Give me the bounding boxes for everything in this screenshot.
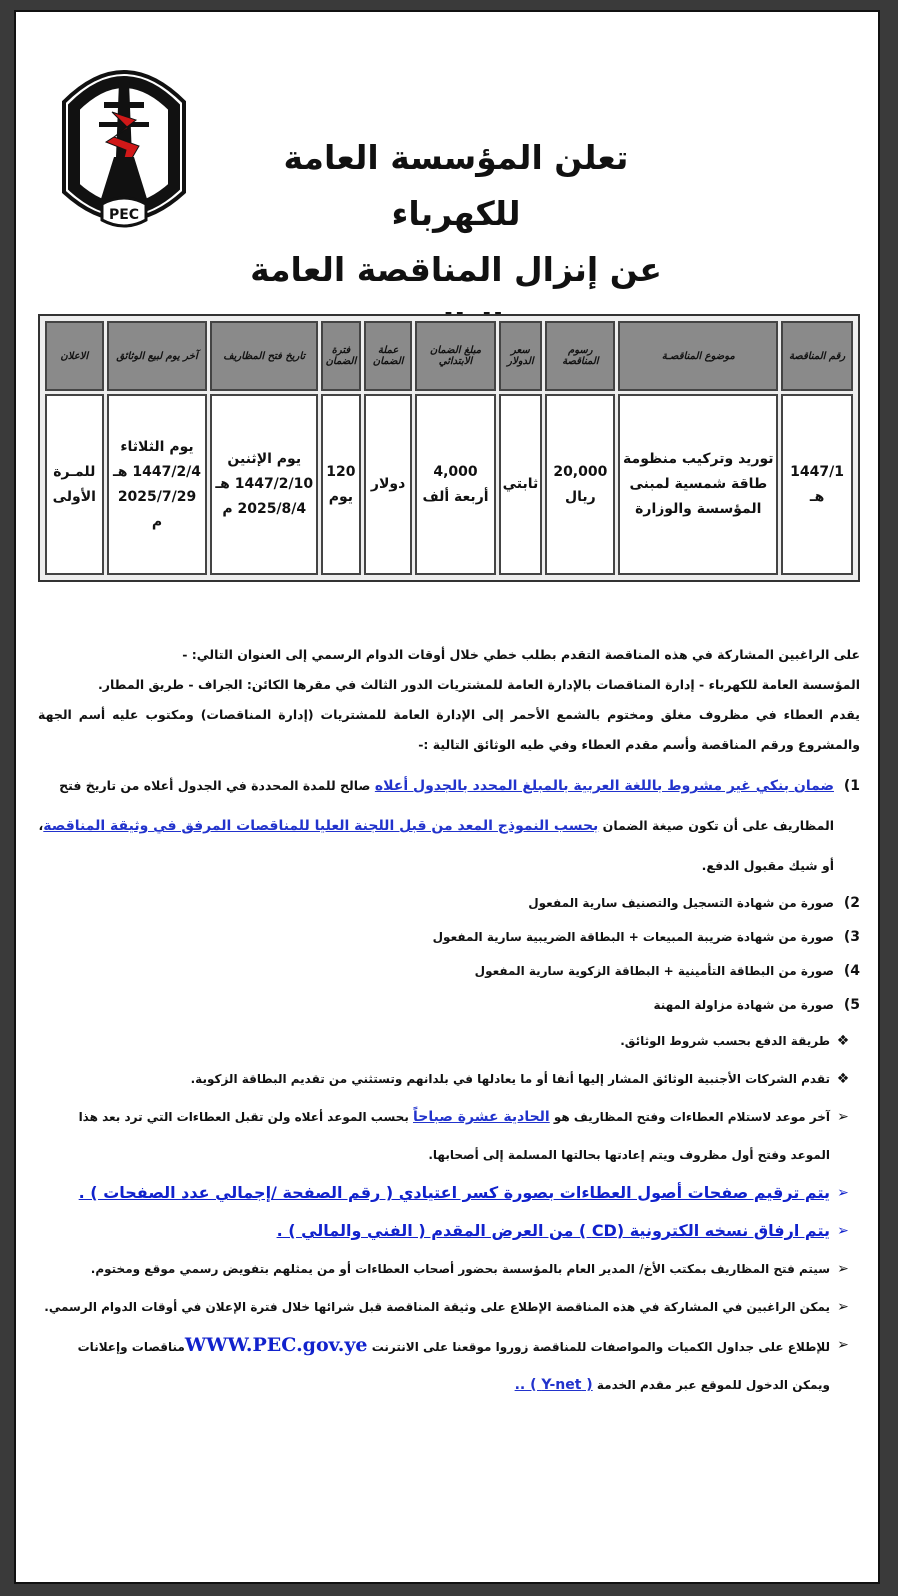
item-text: صورة من البطاقة التأمينية + البطاقة الزكوية سارية المفعول bbox=[474, 964, 834, 978]
website-text-a: للإطلاع على جداول الكميات والمواصفات للمناقصة زوروا موقعنا على الانترنت bbox=[367, 1340, 830, 1354]
header-announcement: الاعلان bbox=[45, 321, 104, 391]
cell-last-sale-day bbox=[107, 394, 208, 575]
arrow-bullet-icon: ➢ bbox=[837, 1109, 849, 1125]
intro-paragraph-3: يقدم العطاء في مظروف مغلق ومختوم بالشمع الأحمر إلى الإدارة العامة للمشتريات (إدارة المناقصات) ومكتوب عليه أسم الجهة والمشروع ورقم المناقصة وأسم مقدم العطاء وفي طيه الوثائق التالية :- bbox=[38, 707, 860, 752]
guarantee-words: أربعة ألف bbox=[422, 488, 489, 505]
guarantee-value: 4,000 bbox=[433, 463, 478, 480]
deadline-text-a: آخر موعد لاستلام العطاءات وفتح المظاريف هو bbox=[549, 1110, 830, 1124]
ynet-link[interactable]: ( Y-net ) .. bbox=[514, 1377, 593, 1393]
sale-greg: 2025/7/29 م bbox=[117, 488, 197, 530]
item-number: 3) bbox=[843, 929, 860, 945]
sale-hijri: 1447/2/4 هـ bbox=[112, 463, 202, 480]
pec-logo bbox=[44, 42, 204, 242]
diamond-bullet-icon: ❖ bbox=[836, 1033, 850, 1049]
intro-paragraph-1: على الراغبين المشاركة في هذه المناقصة التقدم بطلب خطي خلال أوقات الدوام الرسمي إلى العنوان التالي: - bbox=[182, 647, 860, 662]
bullet-deadline bbox=[38, 1098, 860, 1174]
header-rate: سعر الدولار bbox=[499, 321, 543, 391]
website-text-b: مناقصات وإعلانات bbox=[77, 1340, 185, 1354]
page-numbering-link[interactable]: يتم ترقيم صفحات أصول العطاءات بصورة كسر اعتيادي ( رقم الصفحة /إجمالي عدد الصفحات ) . bbox=[78, 1183, 830, 1202]
announce-line-1: للمـرة bbox=[53, 463, 96, 480]
guarantee-link[interactable]: ضمان بنكي غير مشروط باللغة العربية بالمبلغ المحدد بالجدول أعلاه bbox=[374, 778, 834, 794]
item-text: صورة من شهادة ضريبة المبيعات + البطاقة الضريبية سارية المفعول bbox=[432, 930, 834, 944]
cell-opening-date bbox=[210, 394, 318, 575]
header-subject: موضوع المناقصـة bbox=[618, 321, 778, 391]
announcement-body bbox=[38, 640, 860, 1404]
header-fee: رسوم المناقصة bbox=[545, 321, 615, 391]
item-number: 5) bbox=[843, 997, 860, 1013]
deadline-text-b: بحسب الموعد أعلاه ولن تقبل العطاءات التي ترد بعد هذا الموعد وفتح أول مظروف ويتم إعادتها بحالتها المسلمة إلى أصحابها. bbox=[78, 1110, 830, 1162]
arrow-bullet-icon: ➢ bbox=[837, 1185, 849, 1201]
logo-text: PEC bbox=[108, 207, 140, 223]
arrow-bullet-icon: ➢ bbox=[837, 1299, 849, 1315]
header-guarantee-currency: عملة الضمان bbox=[364, 321, 413, 391]
fee-unit: ريال bbox=[564, 488, 596, 505]
deadline-time-link[interactable]: الحادية عشرة صباحاً bbox=[413, 1109, 550, 1125]
arrow-bullet-icon: ➢ bbox=[837, 1337, 849, 1353]
period-value: 120 bbox=[326, 463, 356, 480]
cell-rate: ثابتي bbox=[499, 394, 543, 575]
document-item-1 bbox=[38, 766, 860, 886]
item-number: 2) bbox=[843, 895, 860, 911]
document-item-4 bbox=[38, 954, 860, 988]
cell-subject: توريد وتركيب منظومة طاقة شمسية لمبنى المؤسسة والوزارة bbox=[618, 394, 778, 575]
cell-currency: دولار bbox=[364, 394, 413, 575]
bullet-opening bbox=[38, 1250, 860, 1288]
website-url-link[interactable]: WWW.PEC.gov.ye bbox=[184, 1334, 368, 1356]
cd-link[interactable]: يتم ارفاق نسخه الكترونية (CD ) من العرض المقدم ( الفني والمالي ) . bbox=[276, 1221, 830, 1240]
header-opening-date: تاريخ فتح المظاريف bbox=[210, 321, 318, 391]
header-guarantee-amount: مبلغ الضمان الابتدائي bbox=[415, 321, 495, 391]
bullet-payment bbox=[38, 1022, 860, 1060]
announcement-page bbox=[14, 10, 880, 1584]
diamond-bullet-icon: ❖ bbox=[836, 1071, 850, 1087]
cell-period bbox=[321, 394, 361, 575]
item-text: صورة من شهادة مزاولة المهنة bbox=[653, 998, 834, 1012]
bullet-text bbox=[38, 1098, 830, 1174]
period-unit: يوم bbox=[328, 488, 354, 505]
header-tender-number: رقم المناقصة bbox=[781, 321, 853, 391]
document-item-5 bbox=[38, 988, 860, 1022]
item-1-text-a: صالح للمدة المحددة في الجدول أعلاه من تاريخ فتح المظاريف على أن تكون صيغة الضمان bbox=[59, 778, 834, 833]
announce-line-2: الأولى bbox=[52, 488, 96, 505]
arrow-bullet-icon: ➢ bbox=[837, 1261, 849, 1277]
table-row bbox=[45, 394, 853, 575]
tender-table bbox=[38, 314, 860, 582]
header-last-sale-day: آخر يوم لبيع الوثائق bbox=[107, 321, 208, 391]
document-item-3 bbox=[38, 920, 860, 954]
bullet-text: سيتم فتح المظاريف بمكتب الأخ/ المدير العام بالمؤسسة بحضور أصحاب العطاءات أو من يمثلهم بتفويض رسمي موقع ومختوم. bbox=[90, 1262, 830, 1276]
fee-value: 20,000 bbox=[553, 463, 608, 480]
item-number: 1) bbox=[843, 778, 860, 794]
document-item-2 bbox=[38, 886, 860, 920]
bullet-text: طريقة الدفع بحسب شروط الوثائق. bbox=[620, 1034, 830, 1048]
website-text-c: ويمكن الدخول للموقع عبر مقدم الخدمة bbox=[592, 1378, 830, 1392]
sale-day: يوم الثلاثاء bbox=[120, 438, 194, 455]
bullet-text bbox=[78, 1326, 830, 1404]
bullet-review bbox=[38, 1288, 860, 1326]
cell-announcement bbox=[45, 394, 104, 575]
cell-tender-number: 1447/1 هـ bbox=[781, 394, 853, 575]
open-day: يوم الإثنين bbox=[227, 451, 302, 467]
bullet-foreign-companies bbox=[38, 1060, 860, 1098]
cell-guarantee-amount bbox=[415, 394, 495, 575]
title-line-2: عن إنزال المناقصة العامة bbox=[250, 250, 662, 289]
header-guarantee-period: فترة الضمان bbox=[321, 321, 361, 391]
item-number: 4) bbox=[843, 963, 860, 979]
item-1-text-b: ، أو شيك مقبول الدفع. bbox=[38, 818, 834, 873]
bullet-website bbox=[38, 1326, 860, 1404]
title-line-1: تعلن المؤسسة العامة للكهرباء bbox=[283, 138, 629, 233]
bullet-text: تقدم الشركات الأجنبية الوثائق المشار إليها أنفا أو ما يعادلها في بلدانهم وتستثني من تقديم البطاقة الزكوية. bbox=[190, 1072, 830, 1086]
template-link[interactable]: بحسب النموذج المعد من قبل اللجنة العليا للمناقصات المرفق في وثيقة المناقصة bbox=[43, 818, 599, 834]
open-greg: 2025/8/4 م bbox=[222, 501, 307, 517]
bullet-text: يمكن الراغبين في المشاركة في هذه المناقصة الإطلاع على وثيقة المناقصة قبل شرائها خلال فترة الإعلان في أوقات الدوام الرسمي. bbox=[44, 1300, 830, 1314]
item-text bbox=[38, 766, 834, 886]
open-hijri: 1447/2/10 هـ bbox=[215, 476, 314, 492]
item-text: صورة من شهادة التسجيل والتصنيف سارية المفعول bbox=[528, 896, 834, 910]
cell-fee bbox=[545, 394, 615, 575]
arrow-bullet-icon: ➢ bbox=[837, 1223, 849, 1239]
table-header-row bbox=[45, 321, 853, 391]
bullet-cd bbox=[38, 1212, 860, 1250]
bullet-page-numbering bbox=[38, 1174, 860, 1212]
intro-paragraph-2: المؤسسة العامة للكهرباء - إدارة المناقصات بالإدارة العامة للمشتريات الدور الثالث في مقرها الكائن: الجراف - طريق المطار. bbox=[98, 677, 860, 692]
